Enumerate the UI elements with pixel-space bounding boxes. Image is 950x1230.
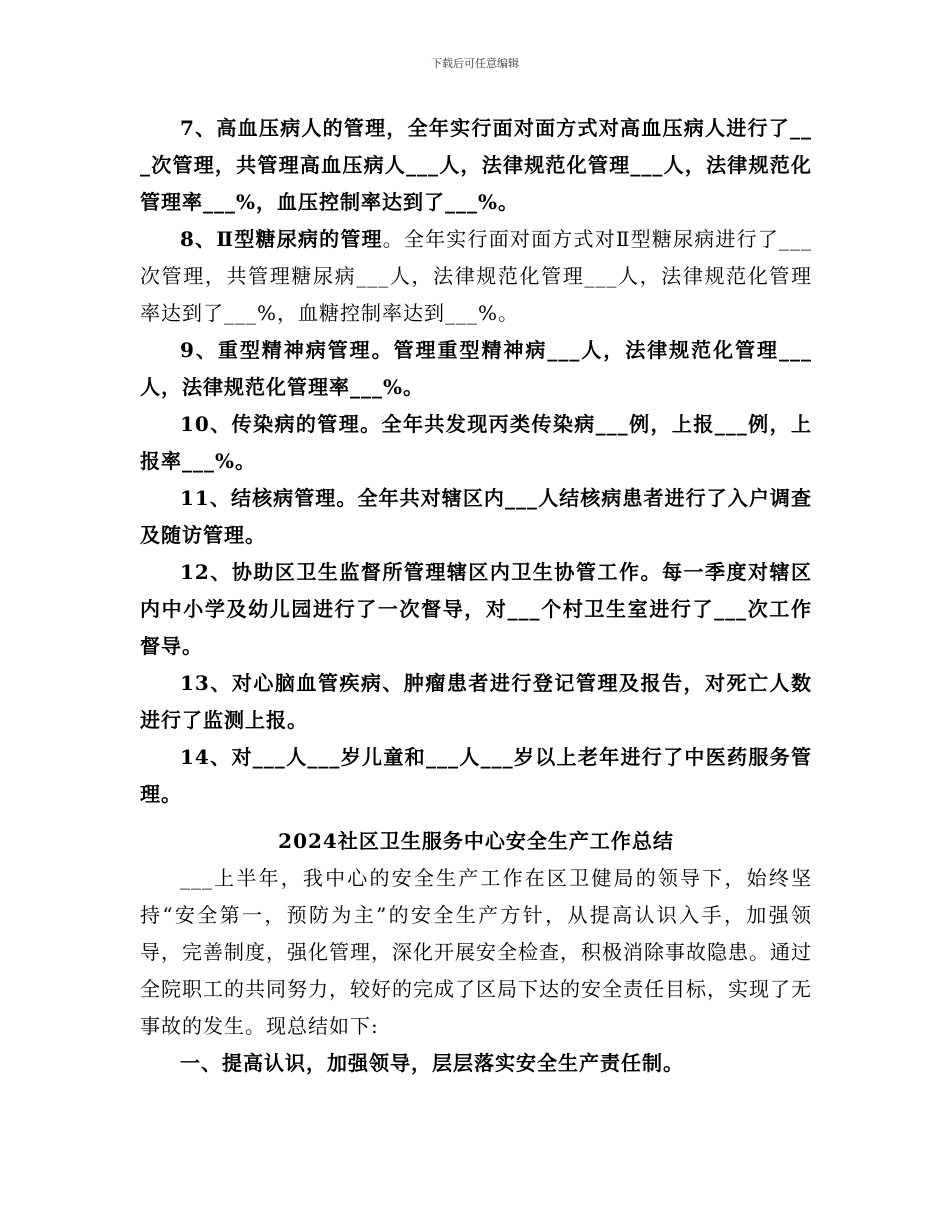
paragraph-mental-illness: 9、重型精神病管理。管理重型精神病___人，法律规范化管理___人，法律规范化管理率___%。 <box>140 338 812 399</box>
paragraph-diabetes <box>140 221 812 332</box>
section-title: 2024社区卫生服务中心安全生产工作总结 <box>278 829 674 853</box>
paragraph-cardio-cerebrovascular: 13、对心脑血管疾病、肿瘤患者进行登记管理及报告，对死亡人数进行了监测上报。 <box>140 671 812 732</box>
paragraph-diabetes-body: 。全年实行面对面方式对Ⅱ型糖尿病进行了___次管理，共管理糖尿病___人，法律规范化管理___人，法律规范化管理率达到了___%，血糖控制率达到___%。 <box>140 227 812 325</box>
paragraph-diabetes-title: 8、Ⅱ型糖尿病的管理 <box>180 227 383 251</box>
paragraph-health-supervision: 12、协助区卫生监督所管理辖区内卫生协管工作。每一季度对辖区内中小学及幼儿园进行了一次督导，对___个村卫生室进行了___次工作督导。 <box>140 560 812 658</box>
section-subheading: 一、提高认识，加强领导，层层落实安全生产责任制。 <box>180 1051 684 1075</box>
paragraph-infectious-disease: 10、传染病的管理。全年共发现丙类传染病___例，上报___例，上报率___%。 <box>140 412 812 473</box>
paragraph-tcm-services: 14、对___人___岁儿童和___人___岁以上老年进行了中医药服务管理。 <box>140 745 812 806</box>
section-intro: ___上半年，我中心的安全生产工作在区卫健局的领导下，始终坚持“安全第一，预防为主”的安全生产方针，从提高认识入手，加强领导，完善制度，强化管理，深化开展安全检查，积极消除事故隐患。通过全院职工的共同努力，较好的完成了区局下达的安全责任目标，实现了无事故的发生。现总结如下: <box>140 866 812 1038</box>
page-header-note: 下载后可任意编辑 <box>431 57 519 70</box>
document-body <box>140 110 812 1082</box>
paragraph-tuberculosis: 11、结核病管理。全年共对辖区内___人结核病患者进行了入户调查及随访管理。 <box>140 486 812 547</box>
paragraph-hypertension: 7、高血压病人的管理，全年实行面对面方式对高血压病人进行了___次管理，共管理高血压病人___人，法律规范化管理___人，法律规范化管理率___%，血压控制率达到了___%。 <box>140 116 812 214</box>
